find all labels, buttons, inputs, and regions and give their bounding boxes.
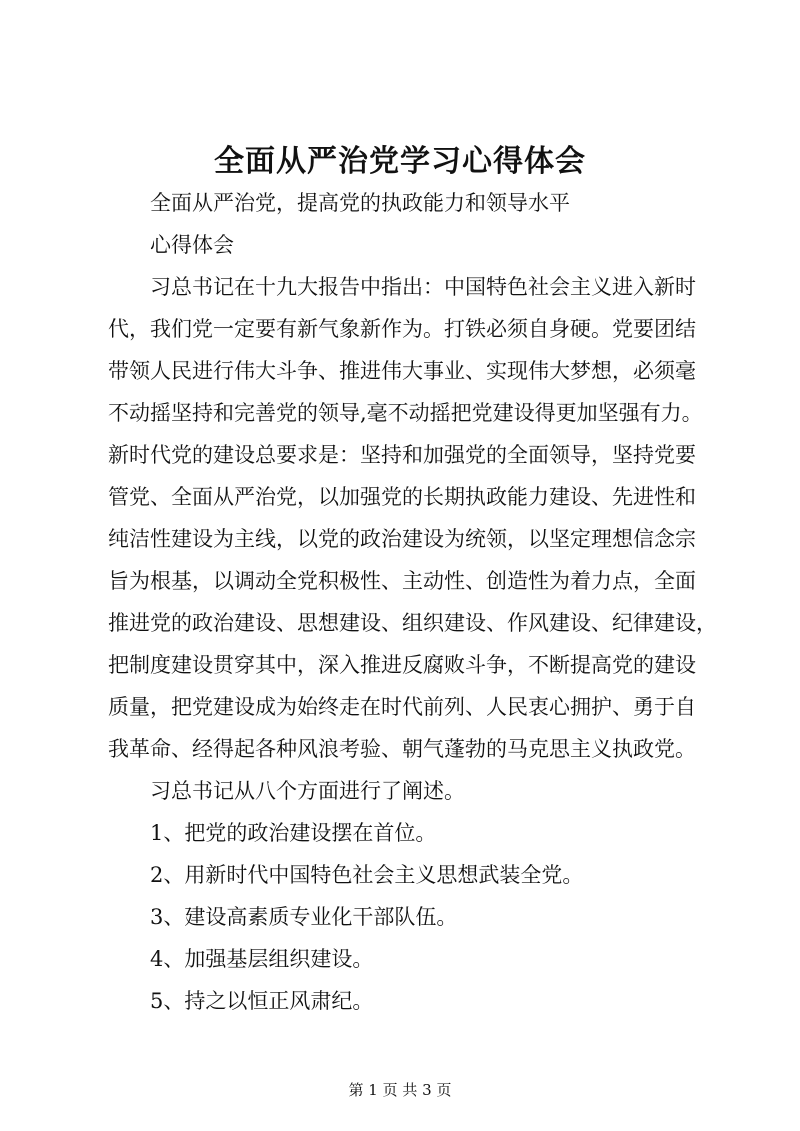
paragraph-line: 代，我们党一定要有新气象新作为。打铁必须自身硬。党要团结 [108, 317, 696, 341]
paragraph-line: 不动摇坚持和完善党的领导,毫不动摇把党建设得更加坚强有力。 [108, 401, 703, 425]
paragraph-line: 习总书记在十九大报告中指出：中国特色社会主义进入新时 [150, 275, 696, 299]
list-item: 2、用新时代中国特色社会主义思想武装全党。 [150, 863, 584, 887]
list-item: 1、把党的政治建设摆在首位。 [150, 821, 437, 845]
paragraph-line: 习总书记从八个方面进行了阐述。 [150, 779, 465, 803]
list-item: 5、持之以恒正风肃纪。 [150, 989, 374, 1013]
paragraph-line: 新时代党的建设总要求是：坚持和加强党的全面领导，坚持党要 [108, 443, 696, 467]
paragraph-line: 带领人民进行伟大斗争、推进伟大事业、实现伟大梦想，必须毫 [108, 359, 696, 383]
list-item: 4、加强基层组织建设。 [150, 947, 374, 971]
paragraph-line: 我革命、经得起各种风浪考验、朝气蓬勃的马克思主义执政党。 [108, 737, 696, 761]
document-title: 全面从严治党学习心得体会 [214, 144, 586, 179]
paragraph-line: 把制度建设贯穿其中，深入推进反腐败斗争，不断提高党的建设 [108, 653, 696, 677]
paragraph-line: 纯洁性建设为主线，以党的政治建设为统领，以坚定理想信念宗 [108, 527, 696, 551]
subtitle-line: 心得体会 [150, 233, 234, 257]
subtitle-line: 全面从严治党，提高党的执政能力和领导水平 [150, 191, 570, 215]
paragraph-line: 旨为根基，以调动全党积极性、主动性、创造性为着力点，全面 [108, 569, 696, 593]
paragraph-line: 管党、全面从严治党，以加强党的长期执政能力建设、先进性和 [108, 485, 696, 509]
paragraph-line: 质量，把党建设成为始终走在时代前列、人民衷心拥护、勇于自 [108, 695, 696, 719]
page-footer: 第 1 页 共 3 页 [348, 1081, 452, 1099]
list-item: 3、建设高素质专业化干部队伍。 [150, 905, 458, 929]
paragraph-line: 推进党的政治建设、思想建设、组织建设、作风建设、纪律建设， [108, 611, 717, 635]
